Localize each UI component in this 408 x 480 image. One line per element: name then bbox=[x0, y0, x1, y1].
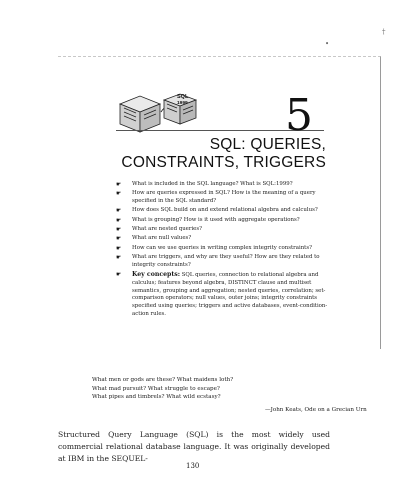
pointing-hand-icon: ☛ bbox=[116, 207, 122, 215]
question-item: ☛ What is included in the SQL language? What is SQL:1999? bbox=[116, 181, 293, 188]
question-item: ☛ How can we use queries in writing complex integrity constraints? bbox=[116, 244, 312, 252]
chapter-title bbox=[121, 136, 326, 172]
pointing-hand-icon: ☛ bbox=[116, 270, 122, 278]
corner-mark: † bbox=[382, 28, 386, 36]
pointing-hand-icon: ☛ bbox=[116, 253, 122, 261]
epigraph-line: What pipes and timbrels? What wild ecstasy? bbox=[92, 394, 221, 401]
question-item: ☛ What are null values? bbox=[116, 235, 192, 243]
svg-text:SQL: SQL bbox=[177, 94, 189, 100]
pointing-hand-icon: ☛ bbox=[116, 190, 122, 198]
key-concepts-text: SQL queries, connection to relational algebra and calculus; features beyond algebra, DISTINCT clause and multiset semantics, grouping and aggregation; nested queries, correlation; set-comparison operators; null values, outer joins; integrity constraints specified using queries; triggers and active databases, event-condition-action rules. bbox=[132, 271, 328, 317]
pointing-hand-icon: ☛ bbox=[116, 235, 122, 243]
pointing-hand-icon: ☛ bbox=[116, 181, 122, 188]
chapter-number: 5 bbox=[285, 90, 313, 141]
svg-text:1999: 1999 bbox=[177, 101, 188, 106]
chapter-title-line-1: SQL: QUERIES, bbox=[209, 136, 326, 153]
corner-mark: • bbox=[325, 40, 330, 48]
epigraph bbox=[92, 376, 233, 402]
pointing-hand-icon: ☛ bbox=[116, 244, 122, 252]
chapter-title-line-2: CONSTRAINTS, TRIGGERS bbox=[121, 154, 326, 171]
key-concepts-label: Key concepts: bbox=[132, 270, 180, 278]
question-item: ☛ How does SQL build on and extend relational algebra and calculus? bbox=[116, 207, 318, 215]
page-number: 130 bbox=[186, 462, 200, 470]
question-item: ☛ What are nested queries? bbox=[116, 225, 203, 233]
epigraph-attribution: —John Keats, Ode on a Grecian Urn bbox=[265, 407, 367, 413]
question-item: ☛ What is grouping? How is it used with aggregate operations? bbox=[116, 216, 300, 224]
body-paragraph: Structured Query Language (SQL) is the most widely used commercial relational database language. It was originally developed at IBM in the SEQUEL- bbox=[58, 430, 330, 463]
chapter-questions bbox=[114, 181, 332, 320]
question-item: ☛ How are queries expressed in SQL? How is the meaning of a query specified in the SQL standard? bbox=[116, 190, 316, 205]
pointing-hand-icon: ☛ bbox=[116, 216, 122, 224]
question-item: ☛ What are triggers, and why are they useful? How are they related to integrity constraints? bbox=[116, 253, 320, 268]
key-concepts-item bbox=[114, 271, 332, 319]
epigraph-line: What mad pursuit? What struggle to escape? bbox=[92, 385, 220, 392]
pointing-hand-icon: ☛ bbox=[116, 225, 122, 233]
epigraph-line: What men or gods are these? What maidens loth? bbox=[92, 377, 234, 383]
sql-1999-logo bbox=[114, 82, 202, 142]
